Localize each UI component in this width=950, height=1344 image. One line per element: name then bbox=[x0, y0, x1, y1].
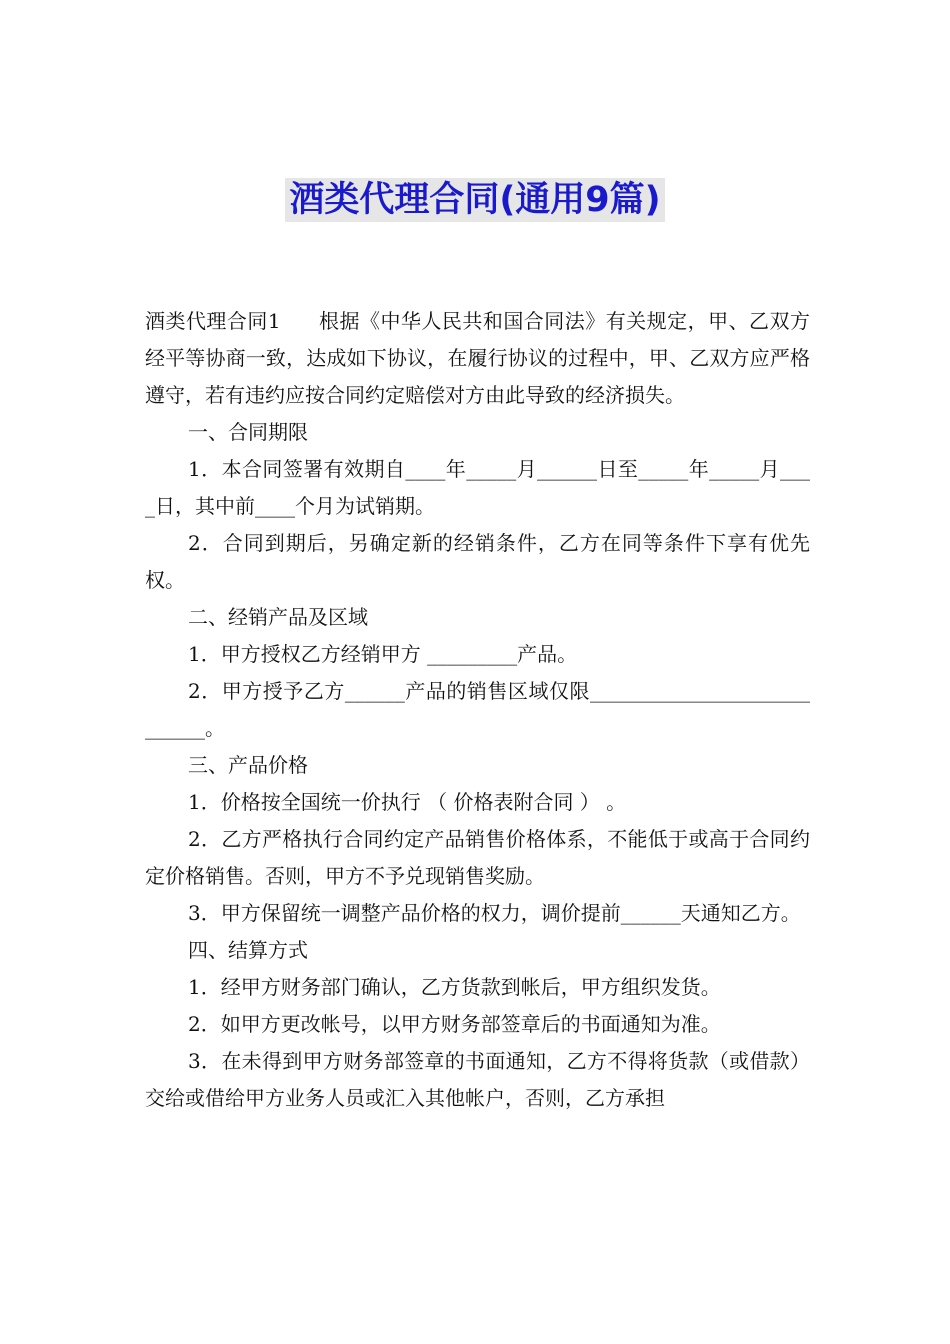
clause-term-1: 1．本合同签署有效期自____年_____月______日至_____年_____月____日，其中前____个月为试销期。 bbox=[145, 457, 810, 518]
clause-settlement-2: 2．如甲方更改帐号，以甲方财务部签章后的书面通知为准。 bbox=[188, 1012, 721, 1036]
clause-products-1: 1．甲方授权乙方经销甲方 _________产品。 bbox=[188, 642, 578, 666]
intro-paragraph bbox=[145, 303, 810, 414]
intro-lead: 酒类代理合同1 bbox=[145, 309, 281, 333]
clause-settlement-1: 1．经甲方财务部门确认，乙方货款到帐后，甲方组织发货。 bbox=[188, 975, 721, 999]
section-heading-price: 三、产品价格 bbox=[188, 753, 308, 777]
section-heading-term: 一、合同期限 bbox=[188, 420, 308, 444]
clause-term-2: 2．合同到期后，另确定新的经销条件，乙方在同等条件下享有优先权。 bbox=[145, 531, 810, 592]
document-body bbox=[145, 303, 810, 1117]
clause-price-1: 1．价格按全国统一价执行 （ 价格表附合同 ） 。 bbox=[188, 790, 627, 814]
clause-settlement-3: 3．在未得到甲方财务部签章的书面通知，乙方不得将货款（或借款）交给或借给甲方业务人员或汇入其他帐户，否则，乙方承担 bbox=[145, 1049, 810, 1110]
clause-price-2: 2．乙方严格执行合同约定产品销售价格体系，不能低于或高于合同约定价格销售。否则，甲方不予兑现销售奖励。 bbox=[145, 827, 810, 888]
title-wrapper bbox=[0, 178, 950, 222]
clause-price-3: 3．甲方保留统一调整产品价格的权力，调价提前______天通知乙方。 bbox=[188, 901, 801, 925]
section-heading-products: 二、经销产品及区域 bbox=[188, 605, 368, 629]
document-title: 酒类代理合同(通用9篇) bbox=[285, 178, 664, 222]
intro-text: 根据《中华人民共和国合同法》有关规定，甲、乙双方经平等协商一致，达成如下协议，在履行协议的过程中，甲、乙双方应严格遵守，若有违约应按合同约定赔偿对方由此导致的经济损失。 bbox=[145, 309, 810, 407]
clause-products-2: 2．甲方授予乙方______产品的销售区域仅限____________________________。 bbox=[145, 679, 810, 740]
section-heading-settlement: 四、结算方式 bbox=[188, 938, 308, 962]
